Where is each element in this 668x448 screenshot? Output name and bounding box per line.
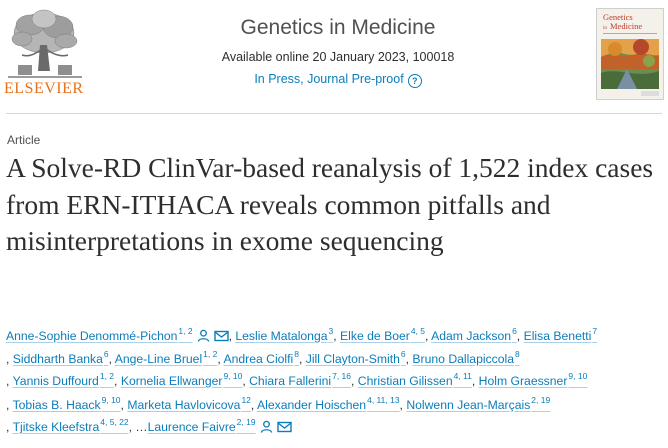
author-line xyxy=(6,349,520,369)
author-link[interactable] xyxy=(12,349,109,366)
author-affiliation[interactable]: 12 xyxy=(241,395,251,405)
elsevier-wordmark[interactable]: ELSEVIER xyxy=(4,80,84,97)
author-link[interactable] xyxy=(305,349,406,366)
author-link[interactable] xyxy=(523,326,598,343)
author-name[interactable]: Yannis Duffourd xyxy=(12,374,99,388)
header-divider xyxy=(6,113,662,114)
author-link[interactable] xyxy=(249,371,351,388)
author-affiliation[interactable]: 8 xyxy=(294,349,299,359)
author-separator: , xyxy=(471,374,479,388)
author-link[interactable] xyxy=(406,395,551,412)
author-affiliation[interactable]: 7, 16 xyxy=(332,371,351,381)
author-name[interactable]: Holm Graessner xyxy=(478,374,568,388)
author-name[interactable]: Elisa Benetti xyxy=(523,329,592,343)
author-affiliation[interactable]: 6 xyxy=(400,349,406,359)
author-link[interactable] xyxy=(127,395,251,412)
article-status-label[interactable]: In Press, Journal Pre-proof xyxy=(254,72,404,86)
author-separator: , xyxy=(108,352,115,366)
author-name[interactable]: Ange-Line Bruel xyxy=(114,352,203,366)
author-link[interactable] xyxy=(412,349,520,366)
cover-title-in: in xyxy=(603,26,607,31)
author-separator: , xyxy=(405,352,413,366)
author-name[interactable]: Christian Gilissen xyxy=(357,374,453,388)
author-affiliation[interactable]: 1, 2 xyxy=(203,349,218,359)
author-separator: , xyxy=(6,420,13,434)
journal-info xyxy=(220,16,456,40)
author-affiliation[interactable]: 9, 10 xyxy=(568,371,588,381)
author-name[interactable]: Marketa Havlovicova xyxy=(127,398,241,412)
author-name[interactable]: Laurence Faivre xyxy=(147,420,236,434)
author-link[interactable] xyxy=(147,417,256,434)
author-separator: , xyxy=(242,374,250,388)
author-separator: , xyxy=(6,352,13,366)
author-separator: , xyxy=(298,352,306,366)
author-name[interactable]: Tjitske Kleefstra xyxy=(12,420,100,434)
author-affiliation[interactable]: 3 xyxy=(328,326,334,336)
availability-date: Available online 20 January 2023, 100018 xyxy=(221,50,455,64)
author-line xyxy=(6,326,597,346)
author-separator: , xyxy=(425,329,432,343)
author-name[interactable]: Tobias B. Haack xyxy=(12,398,101,412)
author-link[interactable] xyxy=(6,326,193,343)
author-separator: , xyxy=(250,398,258,412)
cover-title-line2: Medicine xyxy=(610,21,643,31)
author-link[interactable] xyxy=(223,349,299,366)
author-ellipsis: … xyxy=(135,420,148,434)
author-separator: , xyxy=(114,374,121,388)
author-name[interactable]: Andrea Ciolfi xyxy=(223,352,294,366)
author-separator: , xyxy=(516,329,524,343)
author-separator: , xyxy=(120,398,128,412)
author-affiliation[interactable]: 6 xyxy=(512,326,517,336)
author-separator: , xyxy=(217,352,224,366)
author-name[interactable]: Bruno Dallapiccola xyxy=(412,352,515,366)
author-name[interactable]: Adam Jackson xyxy=(431,329,512,343)
author-link[interactable] xyxy=(257,395,400,412)
author-separator: , xyxy=(351,374,358,388)
author-affiliation[interactable]: 4, 5, 22 xyxy=(100,417,129,427)
author-affiliation[interactable]: 8 xyxy=(515,349,520,359)
help-icon[interactable]: ? xyxy=(408,74,422,88)
author-name[interactable]: Jill Clayton-Smith xyxy=(305,352,400,366)
cover-image xyxy=(597,9,663,99)
author-affiliation[interactable]: 1, 2 xyxy=(178,326,193,336)
author-link[interactable] xyxy=(12,417,129,434)
author-affiliation[interactable]: 4, 5 xyxy=(410,326,426,336)
author-separator: , xyxy=(6,398,13,412)
author-name[interactable]: Chiara Fallerini xyxy=(249,374,332,388)
author-link[interactable] xyxy=(120,371,243,388)
author-affiliation[interactable]: 4, 11, 13 xyxy=(367,395,400,405)
author-link[interactable] xyxy=(114,349,218,366)
cover-title-line1: Genetics xyxy=(603,12,633,22)
author-separator: , xyxy=(128,420,136,434)
author-link[interactable] xyxy=(340,326,426,343)
author-affiliation[interactable]: 4, 11 xyxy=(453,371,472,381)
person-icon[interactable] xyxy=(197,329,210,342)
mail-icon[interactable] xyxy=(277,421,292,433)
author-affiliation[interactable]: 7 xyxy=(592,326,598,336)
author-affiliation[interactable]: 9, 10 xyxy=(101,395,121,405)
author-name[interactable]: Alexander Hoischen xyxy=(257,398,367,412)
author-link[interactable] xyxy=(431,326,517,343)
author-link[interactable] xyxy=(12,395,121,412)
author-name[interactable]: Siddharth Banka xyxy=(12,352,103,366)
author-line xyxy=(6,371,587,391)
author-affiliation[interactable]: 9, 10 xyxy=(223,371,243,381)
author-separator: , xyxy=(333,329,341,343)
author-name[interactable]: Kornelia Ellwanger xyxy=(120,374,223,388)
author-name[interactable]: Leslie Matalonga xyxy=(235,329,328,343)
author-affiliation[interactable]: 2, 19 xyxy=(531,395,551,405)
author-link[interactable] xyxy=(478,371,588,388)
person-icon[interactable] xyxy=(260,420,273,433)
author-link[interactable] xyxy=(235,326,334,343)
mail-icon[interactable] xyxy=(214,330,229,342)
author-separator: , xyxy=(228,329,236,343)
article-type: Article xyxy=(7,133,41,147)
author-link[interactable] xyxy=(357,371,472,388)
author-affiliation[interactable]: 1, 2 xyxy=(99,371,115,381)
journal-title[interactable]: Genetics in Medicine xyxy=(240,16,436,39)
author-line xyxy=(6,395,550,415)
author-name[interactable]: Anne-Sophie Denommé-Pichon xyxy=(6,329,178,343)
author-separator: , xyxy=(6,374,13,388)
author-name[interactable]: Elke de Boer xyxy=(340,329,410,343)
article-title: A Solve-RD ClinVar-based reanalysis of 1,522 index cases from ERN-ITHACA reveals common pitfalls and misinterpretations in exome sequencing xyxy=(6,152,654,256)
author-link[interactable] xyxy=(12,371,115,388)
author-name[interactable]: Nolwenn Jean-Marçais xyxy=(406,398,531,412)
author-separator: , xyxy=(399,398,407,412)
author-affiliation[interactable]: 6 xyxy=(103,349,109,359)
author-affiliation[interactable]: 2, 19 xyxy=(236,417,256,427)
journal-cover[interactable] xyxy=(596,8,664,100)
journal-header xyxy=(0,0,668,112)
elsevier-tree-icon xyxy=(4,5,86,83)
author-line xyxy=(6,417,292,437)
article-status[interactable] xyxy=(190,72,486,88)
